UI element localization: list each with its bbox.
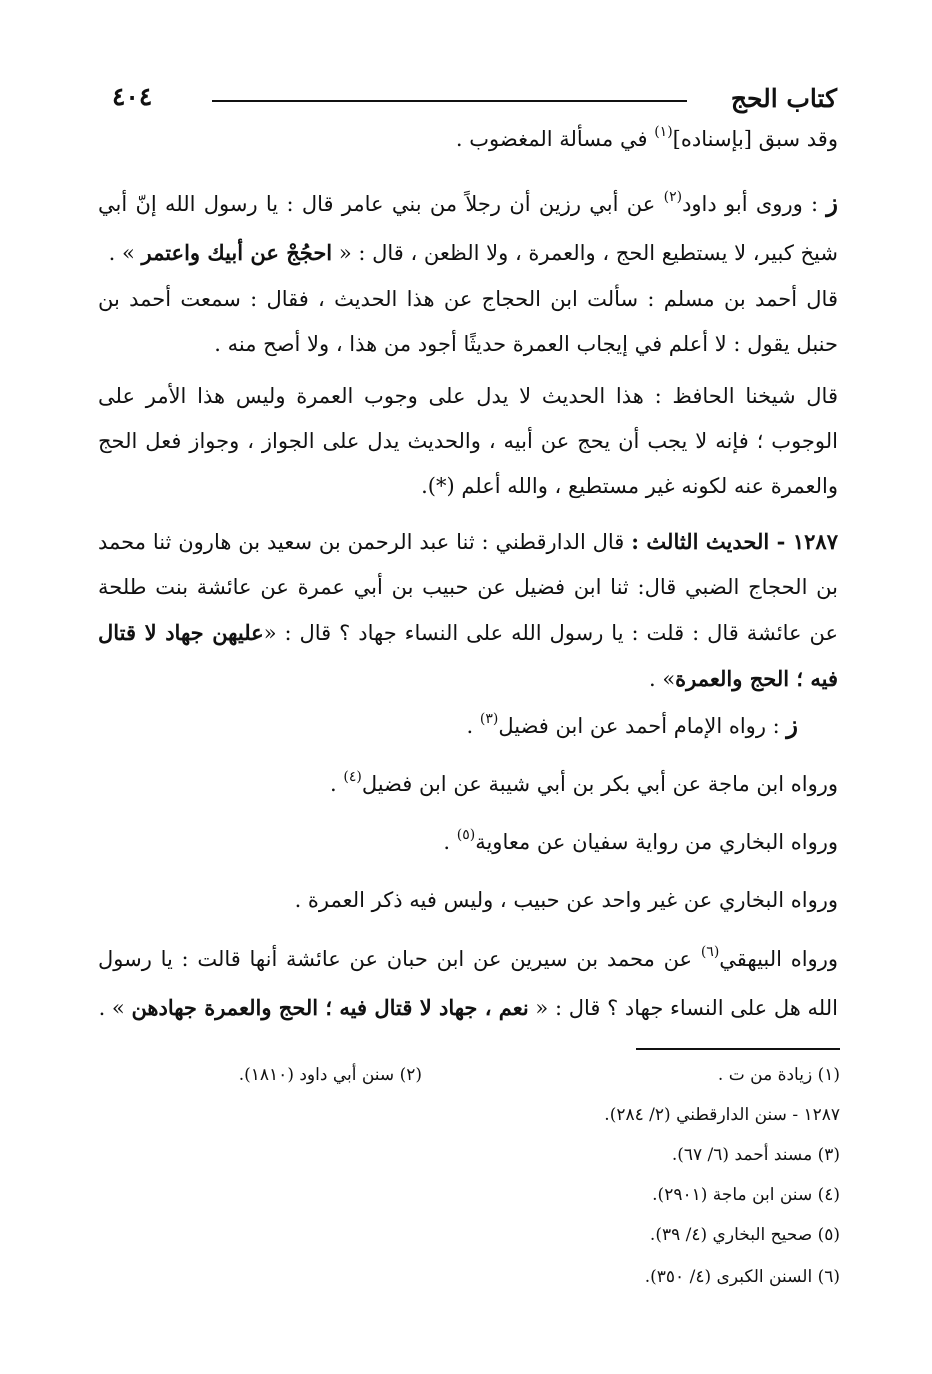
p2-text-end: » . xyxy=(108,241,142,265)
page-number: ٤٠٤ xyxy=(112,82,153,111)
p10-text-end: » . xyxy=(98,996,132,1020)
paragraph-8 xyxy=(98,820,838,868)
paragraph-4: قال شيخنا الحافظ : هذا الحديث لا يدل على وجوب العمرة وليس هذا الأمر على الوجوب ؛ فإنه لا يجب أن يحج عن أبيه ، والحديث يدل على الجواز ، وجواز فعل الحج والعمرة عنه لكونه غير مستطيع ، والله أعلم (*). xyxy=(98,384,838,498)
running-title: كتاب الحج xyxy=(730,84,837,113)
p10-text: ورواه البيهقي xyxy=(719,947,838,971)
p5-text: قال الدارقطني : ثنا عبد الرحمن بن سعيد بن هارون ثنا محمد بن الحجاج الضبي قال: ثنا ابن فضيل عن حبيب بن أبي عمرة عن عائشة بنت طلحة عن عائشة قال : قلت : يا رسول الله على النساء جهاد ؟ قال : « xyxy=(98,530,839,645)
paragraph-7 xyxy=(98,762,838,810)
footnote-ref-5: (٥) xyxy=(456,827,476,843)
hadith-quote: احجُجْ عن أبيك واعتمر xyxy=(141,240,333,265)
zawaid-marker: ز xyxy=(826,188,838,217)
footnote-1287: ١٢٨٧ - سنن الدارقطني (٢/ ٢٨٤). xyxy=(604,1105,840,1125)
paragraph-1 xyxy=(98,117,838,165)
footnote-ref-3: (٣) xyxy=(479,711,499,727)
hadith-number: ١٢٨٧ - الحديث الثالث : xyxy=(631,529,838,554)
zawaid-marker: ز xyxy=(786,710,798,739)
header-rule xyxy=(212,100,687,102)
footnote-6: (٦) السنن الكبرى (٤/ ٣٥٠). xyxy=(644,1267,840,1287)
footnote-ref-6: (٦) xyxy=(700,944,720,960)
footnote-ref-4: (٤) xyxy=(343,769,362,785)
footnote-ref-1: (١) xyxy=(654,124,673,140)
p2-text-mid: عن أبي رزين أن رجلاً من بني عامر قال : يا رسول الله إنّ أبي شيخ كبير، لا يستطيع الحج ، والعمرة ، ولا الظعن ، قال : « xyxy=(98,192,838,265)
p8-text-end: . xyxy=(443,830,457,854)
page-header xyxy=(92,78,837,118)
p8-text: ورواه البخاري من رواية سفيان عن معاوية xyxy=(475,830,838,854)
footnote-2: (٢) سنن أبي داود (١٨١٠). xyxy=(238,1065,422,1085)
footnote-5: (٥) صحيح البخاري (٤/ ٣٩). xyxy=(649,1225,840,1245)
p1-text: وقد سبق [بإسناده] xyxy=(672,127,838,151)
p5-text-end: » . xyxy=(648,667,676,691)
p2-text: : وروى أبو داود xyxy=(682,192,819,216)
footnote-1: (١) زيادة من ت . xyxy=(717,1065,840,1085)
p1-text-end: في مسألة المغضوب . xyxy=(455,127,655,151)
paragraph-2 xyxy=(98,180,838,276)
hadith-quote: نعم ، جهاد لا قتال فيه ؛ الحج والعمرة جهادهن xyxy=(131,995,529,1020)
p7-text: ورواه ابن ماجة عن أبي بكر بن أبي شيبة عن ابن فضيل xyxy=(361,772,838,796)
paragraph-6 xyxy=(98,702,838,752)
paragraph-10 xyxy=(98,937,838,1031)
hadith-quote: عليهن جهاد لا قتال فيه ؛ الحج والعمرة xyxy=(98,620,838,691)
paragraph-3: قال أحمد بن مسلم : سألت ابن الحجاج عن هذا الحديث ، فقال : سمعت أحمد بن حنبل يقول : لا أعلم في إيجاب العمرة حديثًا أجود من هذا ، ولا أصح منه . xyxy=(98,287,838,356)
paragraph-5 xyxy=(98,519,838,702)
p10-text-mid: عن محمد بن سيرين عن ابن حبان عن عائشة أنها قالت : يا رسول الله هل على النساء جهاد ؟ قال : « xyxy=(98,947,838,1020)
p6-text: : رواه الإمام أحمد عن ابن فضيل xyxy=(498,714,780,738)
paragraph-9: ورواه البخاري عن غير واحد عن حبيب ، وليس فيه ذكر العمرة . xyxy=(294,888,838,912)
p6-text-end: . xyxy=(466,714,480,738)
p7-text-end: . xyxy=(329,772,344,796)
footnote-4: (٤) سنن ابن ماجة (٢٩٠١). xyxy=(652,1185,840,1205)
footnote-separator xyxy=(636,1048,840,1050)
footnote-ref-2: (٢) xyxy=(663,189,683,205)
footnote-3: (٣) مسند أحمد (٦/ ٦٧). xyxy=(671,1145,840,1165)
